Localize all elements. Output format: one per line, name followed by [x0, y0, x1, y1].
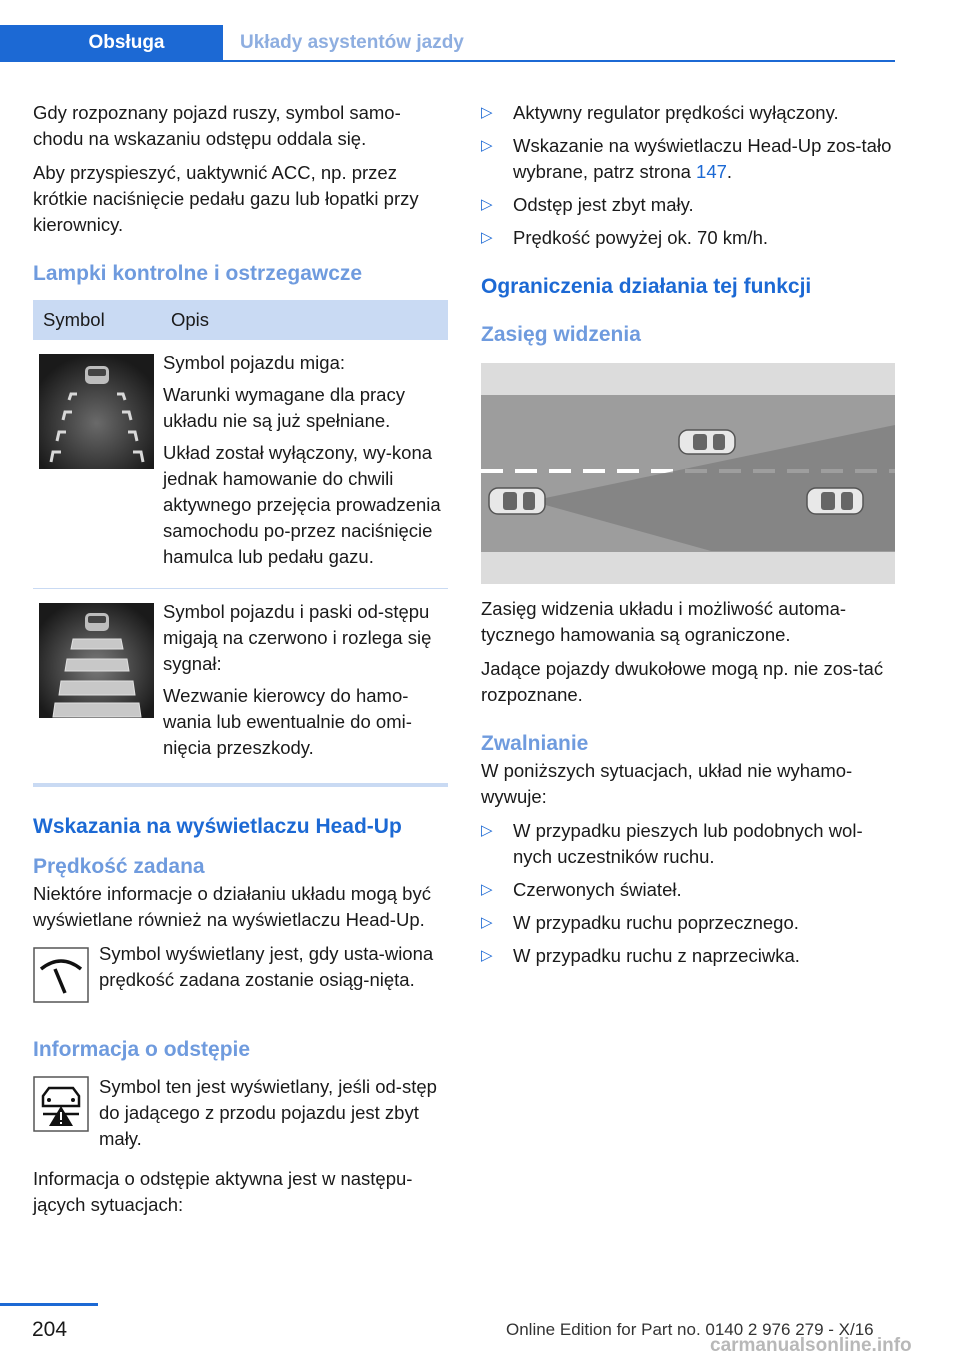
table-cell-text: Układ został wyłączony, wy-kona jednak hamowanie do chwili aktywnego przejęcia prowadzenia samochodu po-przez naciśnięcie hamulca lub pedału gazu. [163, 442, 441, 567]
paragraph: Zasięg widzenia układu i możliwość automa-tycznego hamowania są ograniczone. [481, 598, 847, 645]
watermark: carmanualsonline.info [710, 1335, 912, 1356]
distance-info-row [33, 1074, 448, 1152]
paragraph: Jadące pojazdy dwukołowe mogą np. nie zos-tać rozpoznane. [481, 658, 884, 705]
section-heading: Lampki kontrolne i ostrzegawcze [33, 262, 363, 285]
list-item [481, 100, 895, 126]
punctuation: . [726, 161, 733, 182]
list-item-text: W przypadku ruchu poprzecznego. [513, 912, 799, 933]
triangle-bullet-icon: ▷ [481, 881, 493, 898]
distance-info-text: Symbol ten jest wyświetlany, jeśli od-stęp do jadącego z przodu pojazdu jest zbyt mały. [99, 1076, 437, 1149]
list-item-text: Wskazanie na wyświetlaczu Head-Up zos-tało wybrane, patrz strona [513, 135, 892, 182]
table-row [33, 589, 448, 786]
list-item-text: W przypadku ruchu z naprzeciwka. [513, 945, 800, 966]
distance-warning-icon [33, 1076, 89, 1132]
table-header: Opis [161, 300, 448, 340]
paragraph: Informacja o odstępie aktywna jest w następu-jących sytuacjach: [33, 1168, 413, 1215]
car-front-icon [679, 430, 735, 454]
subsection-heading: Informacja o odstępie [33, 1038, 251, 1061]
acc-vehicle-warning-icon [39, 603, 154, 718]
paragraph: W poniższych sytuacjach, układ nie wyhamo-wywuje: [481, 760, 853, 807]
list-item-text: Odstęp jest zbyt mały. [513, 194, 694, 215]
table-cell-text: Symbol pojazdu i paski od-stępu migają na czerwono i rozlega się sygnał: [163, 601, 432, 674]
subsection-heading: Prędkość zadana [33, 855, 205, 878]
section-tab[interactable]: Układy asystentów jazdy [240, 31, 464, 53]
left-column [33, 100, 448, 1226]
triangle-bullet-icon: ▷ [481, 914, 493, 931]
car-own-icon [489, 488, 545, 514]
list-item [481, 133, 895, 185]
list-item-text: Prędkość powyżej ok. 70 km/h. [513, 227, 768, 248]
paragraph: Aby przyspieszyć, uaktywnić ACC, np. przez krótkie naciśnięcie pedału gazu lub łopatki przy kierownicy. [33, 162, 419, 235]
table-cell-text: Symbol pojazdu miga: [163, 352, 346, 373]
list-item [481, 225, 895, 251]
list-item [481, 877, 895, 903]
footer-rule [0, 1303, 98, 1306]
list-item [481, 943, 895, 969]
list-item [481, 192, 895, 218]
table-cell-text: Wezwanie kierowcy do hamo-wania lub ewentualnie do omi-nięcia przeszkody. [163, 685, 412, 758]
triangle-bullet-icon: ▷ [481, 137, 493, 154]
speed-info-text: Symbol wyświetlany jest, gdy usta-wiona prędkość zadana zostanie osiąg-nięta. [99, 943, 434, 990]
triangle-bullet-icon: ▷ [481, 104, 493, 121]
list-item-text: Czerwonych świateł. [513, 879, 682, 900]
page-number: 204 [32, 1318, 68, 1341]
triangle-bullet-icon: ▷ [481, 947, 493, 964]
paragraph: Gdy rozpoznany pojazd ruszy, symbol samo-chodu na wskazaniu odstępu oddala się. [33, 102, 401, 149]
speed-info-row [33, 941, 448, 1010]
paragraph: Niektóre informacje o działaniu układu mogą być wyświetlane również na wyświetlaczu Head-Up. [33, 883, 431, 930]
subsection-heading: Zasięg widzenia [481, 323, 641, 346]
car-right-icon [807, 488, 863, 514]
edition-text: Online Edition for Part no. 0140 2 976 279 - X/16 [506, 1320, 874, 1339]
no-braking-list [481, 818, 895, 969]
triangle-bullet-icon: ▷ [481, 196, 493, 213]
section-heading: Wskazania na wyświetlaczu Head-Up [33, 815, 402, 838]
list-item [481, 910, 895, 936]
symbol-table [33, 300, 448, 787]
list-item [481, 818, 895, 870]
chapter-tab[interactable]: Obsługa [0, 25, 223, 60]
subsection-heading: Zwalnianie [481, 732, 589, 755]
list-item-text: Aktywny regulator prędkości wyłączony. [513, 102, 839, 123]
page-header [0, 25, 895, 62]
table-cell-text: Warunki wymagane dla pracy układu nie są już spełniane. [163, 384, 405, 431]
list-item-text: W przypadku pieszych lub podobnych wol-nych uczestników ruchu. [513, 820, 863, 867]
acc-vehicle-blink-icon [39, 354, 154, 469]
triangle-bullet-icon: ▷ [481, 229, 493, 246]
right-column [481, 100, 895, 976]
conditions-list [481, 100, 895, 251]
table-header: Symbol [33, 300, 161, 340]
set-speed-reached-icon [33, 947, 89, 1003]
page-reference-link[interactable]: 147 [696, 161, 727, 182]
section-heading: Ograniczenia działania tej funkcji [481, 275, 812, 298]
table-row [33, 340, 448, 589]
header-rule [0, 60, 895, 62]
detection-range-illustration [481, 363, 895, 584]
triangle-bullet-icon: ▷ [481, 822, 493, 839]
